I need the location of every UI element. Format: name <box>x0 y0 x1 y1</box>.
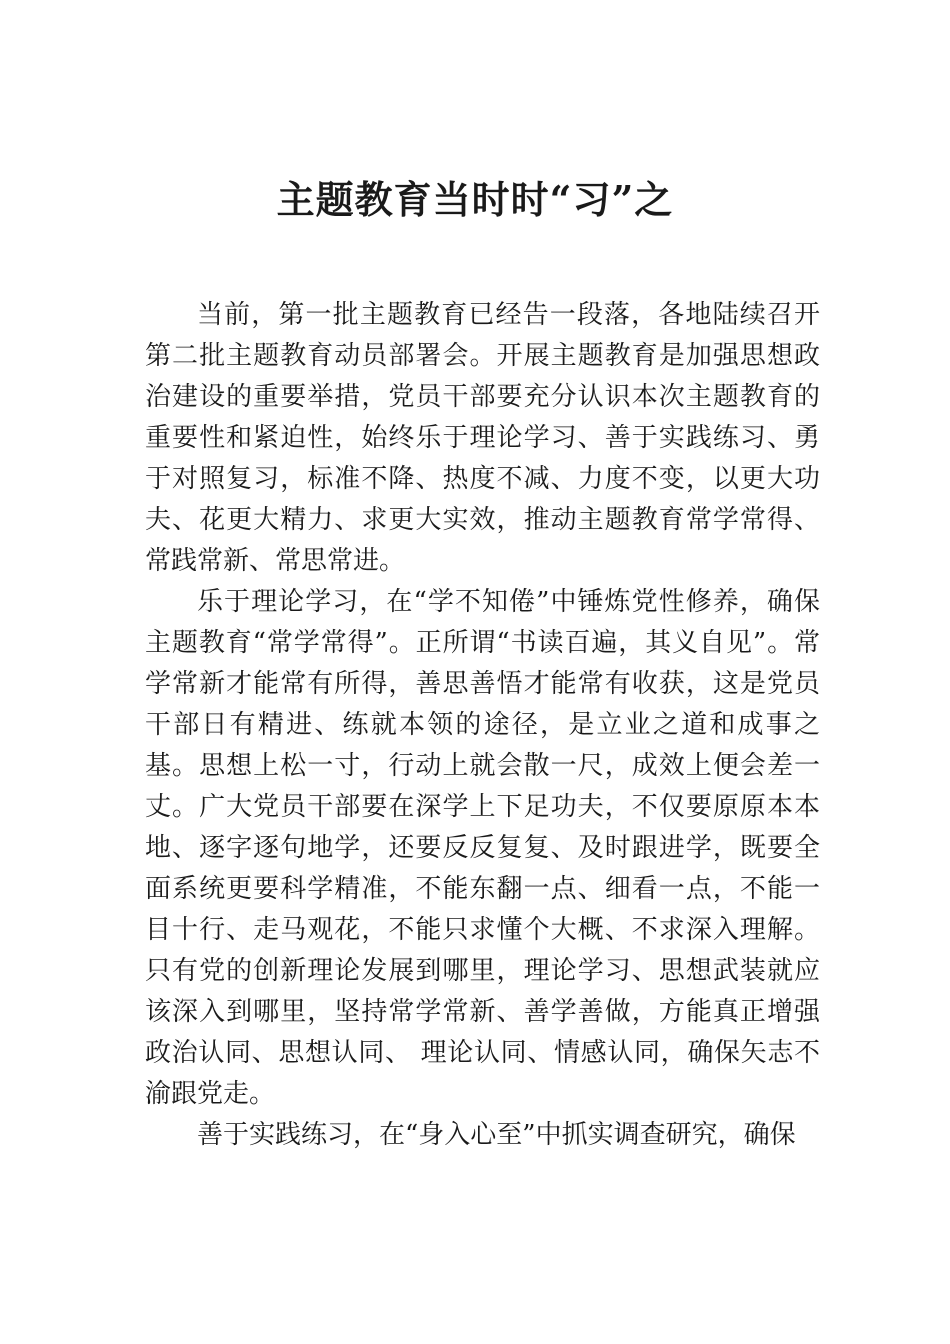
paragraph-2: 乐于理论学习，在“学不知倦”中锤炼党性修养，确保主题教育“常学常得”。正所谓“书读百遍，其义自见”。常学常新才能常有所得，善思善悟才能常有收获，这是党员干部日有精进、练就本领的途径，是立业之道和成事之基。思想上松一寸，行动上就会散一尺，成效上便会差一丈。广大党员干部要在深学上下足功夫，不仅要原原本本地、逐字逐句地学，还要反反复复、及时跟进学，既要全面系统更要科学精准，不能东翻一点、细看一点，不能一目十行、走马观花，不能只求懂个大概、不求深入理解。只有党的创新理论发展到哪里，理论学习、思想武装就应该深入到哪里，坚持常学常新、善学善做，方能真正增强政治认同、思想认同、 理论认同、情感认同，确保矢志不渝跟党走。 <box>145 587 820 1109</box>
document-title: 主题教育当时时“习”之 <box>276 177 674 222</box>
paragraph-3: 善于实践练习，在“身入心至”中抓实调查研究，确保 <box>197 1120 796 1150</box>
paragraph-1: 当前，第一批主题教育已经告一段落，各地陆续召开第二批主题教育动员部署会。开展主题教育是加强思想政治建设的重要举措，党员干部要充分认识本次主题教育的重要性和紧迫性，始终乐于理论学习、善于实践练习、勇于对照复习，标准不降、热度不减、力度不变，以更大功夫、花更大精力、求更大实效，推动主题教育常学常得、常践常新、常思常进。 <box>145 300 820 576</box>
document-body <box>145 295 820 1156</box>
